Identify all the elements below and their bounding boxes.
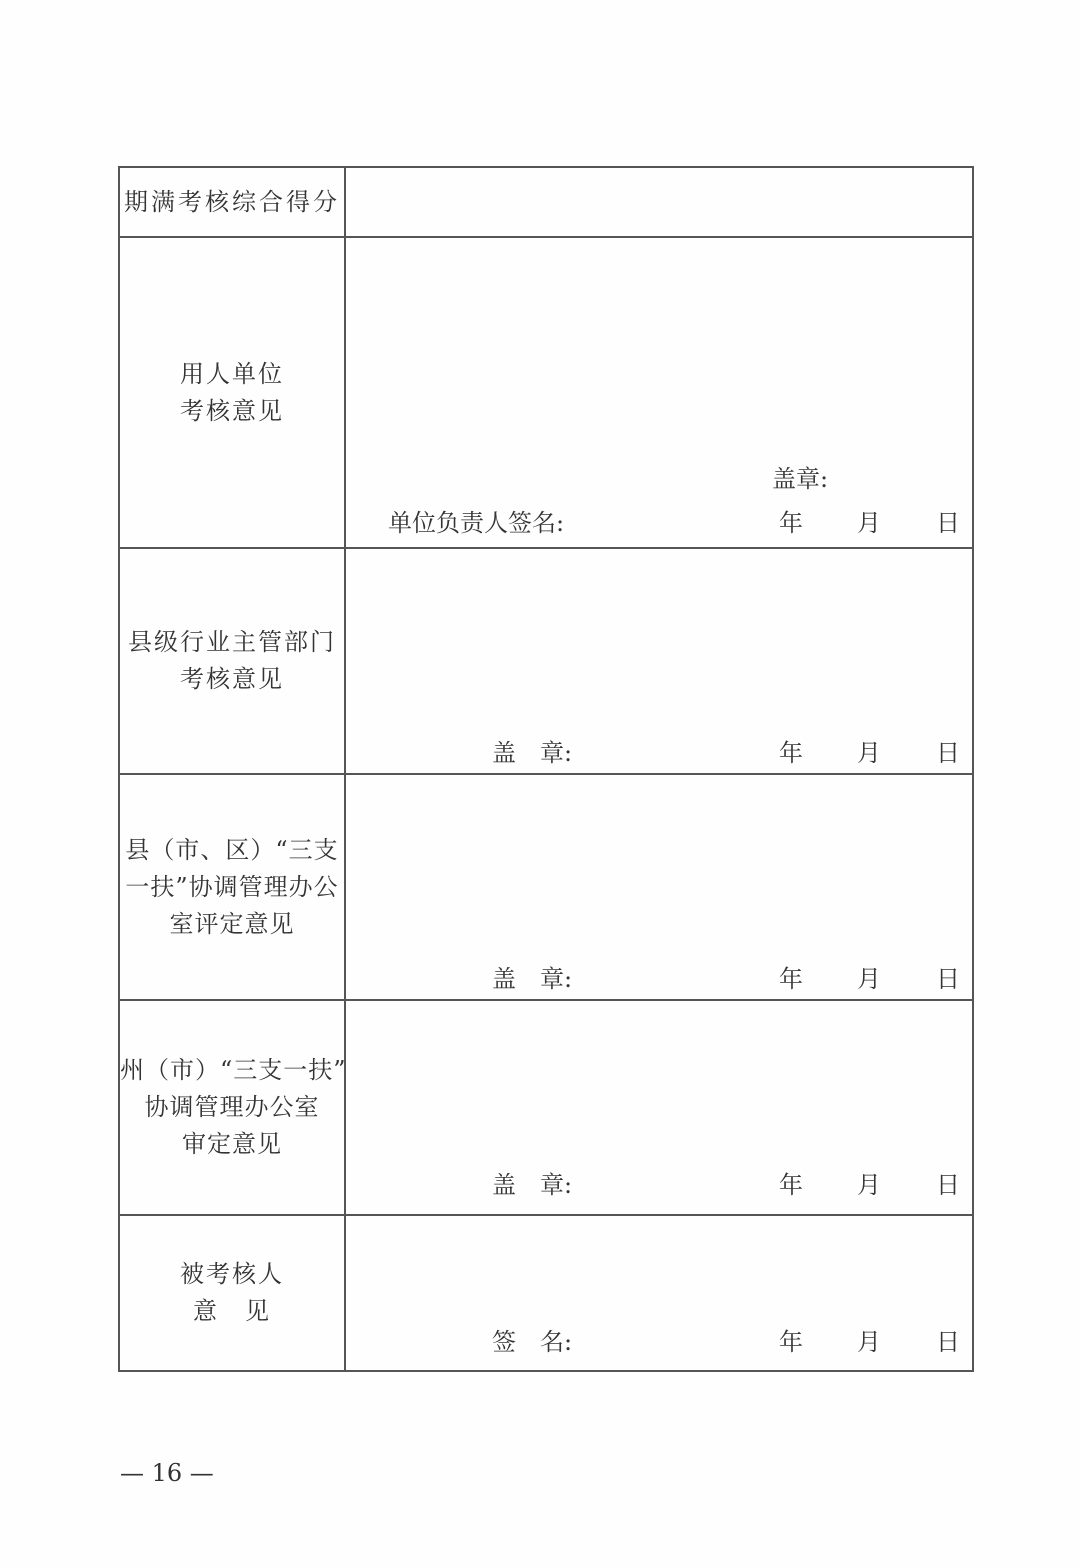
county-dept-date-day: 日 — [936, 739, 960, 767]
assessee-signature-label: 签 名: — [492, 1328, 573, 1356]
prefecture-office-opinion-row — [119, 1000, 973, 1215]
county-dept-opinion-label: 县级行业主管部门 考核意见 — [119, 548, 345, 774]
county-dept-date-year: 年 — [779, 739, 803, 767]
employer-opinion-cell[interactable] — [345, 237, 973, 548]
score-row — [119, 167, 973, 237]
county-office-date-day: 日 — [936, 965, 960, 993]
assessee-date-month: 月 — [857, 1328, 881, 1356]
county-office-date-year: 年 — [779, 965, 803, 993]
page-number: — 16 — — [120, 1459, 214, 1487]
county-office-date-month: 月 — [857, 965, 881, 993]
county-office-seal-label: 盖 章: — [492, 965, 573, 993]
assessee-date-year: 年 — [779, 1328, 803, 1356]
employer-opinion-row — [119, 237, 973, 548]
prefecture-office-date-day: 日 — [936, 1171, 960, 1199]
score-label: 期满考核综合得分 — [119, 167, 345, 237]
employer-date-year: 年 — [779, 509, 803, 537]
county-dept-seal-label: 盖 章: — [492, 739, 573, 767]
score-value-cell[interactable] — [345, 167, 973, 237]
assessee-date-day: 日 — [936, 1328, 960, 1356]
prefecture-office-date-month: 月 — [857, 1171, 881, 1199]
prefecture-office-seal-label: 盖 章: — [492, 1171, 573, 1199]
county-office-opinion-cell[interactable] — [345, 774, 973, 1000]
employer-date-month: 月 — [857, 509, 881, 537]
prefecture-office-opinion-cell[interactable] — [345, 1000, 973, 1215]
employer-seal-label: 盖章: — [772, 465, 829, 493]
assessee-opinion-cell[interactable] — [345, 1215, 973, 1371]
county-office-opinion-label: 县（市、区）“三支 一扶”协调管理办公 室评定意见 — [119, 774, 345, 1000]
county-dept-opinion-row — [119, 548, 973, 774]
assessee-opinion-row — [119, 1215, 973, 1371]
employer-signature-label: 单位负责人签名: — [388, 509, 565, 537]
assessment-form-table — [118, 166, 974, 1372]
employer-opinion-label: 用人单位 考核意见 — [119, 237, 345, 548]
prefecture-office-date-year: 年 — [779, 1171, 803, 1199]
prefecture-office-opinion-label: 州（市）“三支一扶” 协调管理办公室 审定意见 — [119, 1000, 345, 1215]
county-office-opinion-row — [119, 774, 973, 1000]
county-dept-opinion-cell[interactable] — [345, 548, 973, 774]
employer-date-day: 日 — [936, 509, 960, 537]
county-dept-date-month: 月 — [857, 739, 881, 767]
assessee-opinion-label: 被考核人 意 见 — [119, 1215, 345, 1371]
